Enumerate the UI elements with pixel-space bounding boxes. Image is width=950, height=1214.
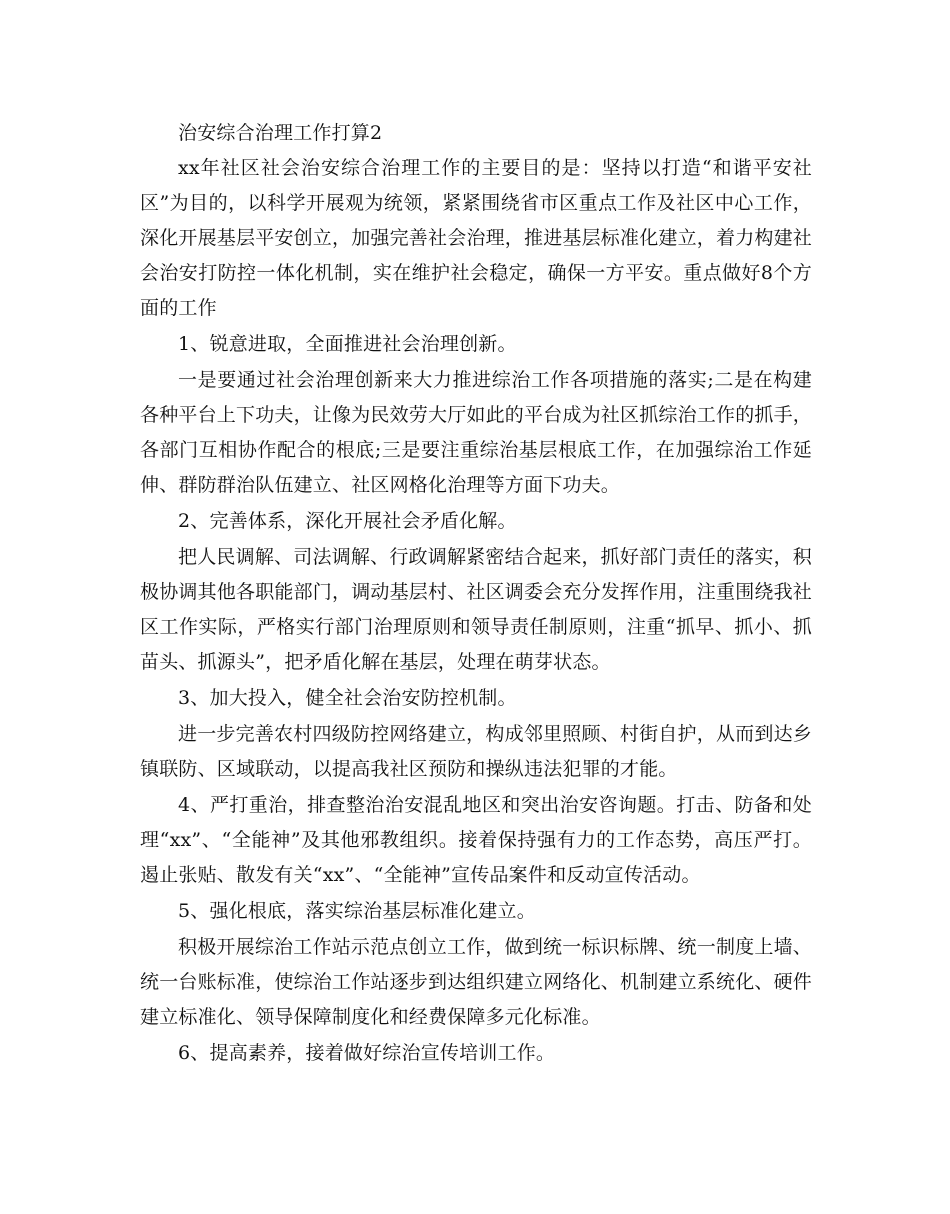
- section-heading-1: 1、锐意进取，全面推进社会治理创新。: [178, 333, 517, 355]
- section-heading-5: 5、强化根底，落实综治基层标准化建立。: [178, 900, 536, 922]
- section-heading-2: 2、完善体系，深化开展社会矛盾化解。: [178, 510, 517, 532]
- paragraph-section-4: 4、严打重治，排查整治治安混乱地区和突出治安咨询题。打击、防备和处理“xx”、“全能神”及其他邪教组织。接着保持强有力的工作态势，高压严打。遏止张贴、散发有关“xx”、“全能神”宣传品案件和反动宣传活动。: [140, 794, 812, 886]
- paragraph-section-1: 一是要通过社会治理创新来大力推进综治工作各项措施的落实;二是在构建各种平台上下功夫，让像为民效劳大厅如此的平台成为社区抓综治工作的抓手，各部门互相协作配合的根底;三是要注重综治基层根底工作，在加强综治工作延伸、群防群治队伍建立、社区网格化治理等方面下功夫。: [140, 369, 813, 496]
- paragraph-section-5: 积极开展综治工作站示范点创立工作，做到统一标识标牌、统一制度上墙、统一台账标准，使综治工作站逐步到达组织建立网络化、机制建立系统化、硬件建立标准化、领导保障制度化和经费保障多元化标准。: [140, 936, 813, 1028]
- paragraph-section-3: 进一步完善农村四级防控网络建立，构成邻里照顾、村街自护，从而到达乡镇联防、区域联动，以提高我社区预防和操纵违法犯罪的才能。: [140, 723, 812, 780]
- section-heading-3: 3、加大投入，健全社会治安防控机制。: [178, 687, 517, 709]
- section-heading-6: 6、提高素养，接着做好综治宣传培训工作。: [178, 1042, 556, 1064]
- paragraph-section-2: 把人民调解、司法调解、行政调解紧密结合起来，抓好部门责任的落实，积极协调其他各职能部门，调动基层村、社区调委会充分发挥作用，注重围绕我社区工作实际，严格实行部门治理原则和领导责任制原则，注重“抓早、抓小、抓苗头、抓源头”，把矛盾化解在基层，处理在萌芽状态。: [140, 546, 813, 673]
- document-title: 治安综合治理工作打算2: [178, 122, 383, 144]
- document-body: [140, 116, 812, 1072]
- paragraph-intro: xx年社区社会治安综合治理工作的主要目的是：坚持以打造“和谐平安社区”为目的，以科学开展观为统领，紧紧围绕省市区重点工作及社区中心工作，深化开展基层平安创立，加强完善社会治理，推进基层标准化建立，着力构建社会治安打防控一体化机制，实在维护社会稳定，确保一方平安。重点做好8个方面的工作: [140, 157, 813, 319]
